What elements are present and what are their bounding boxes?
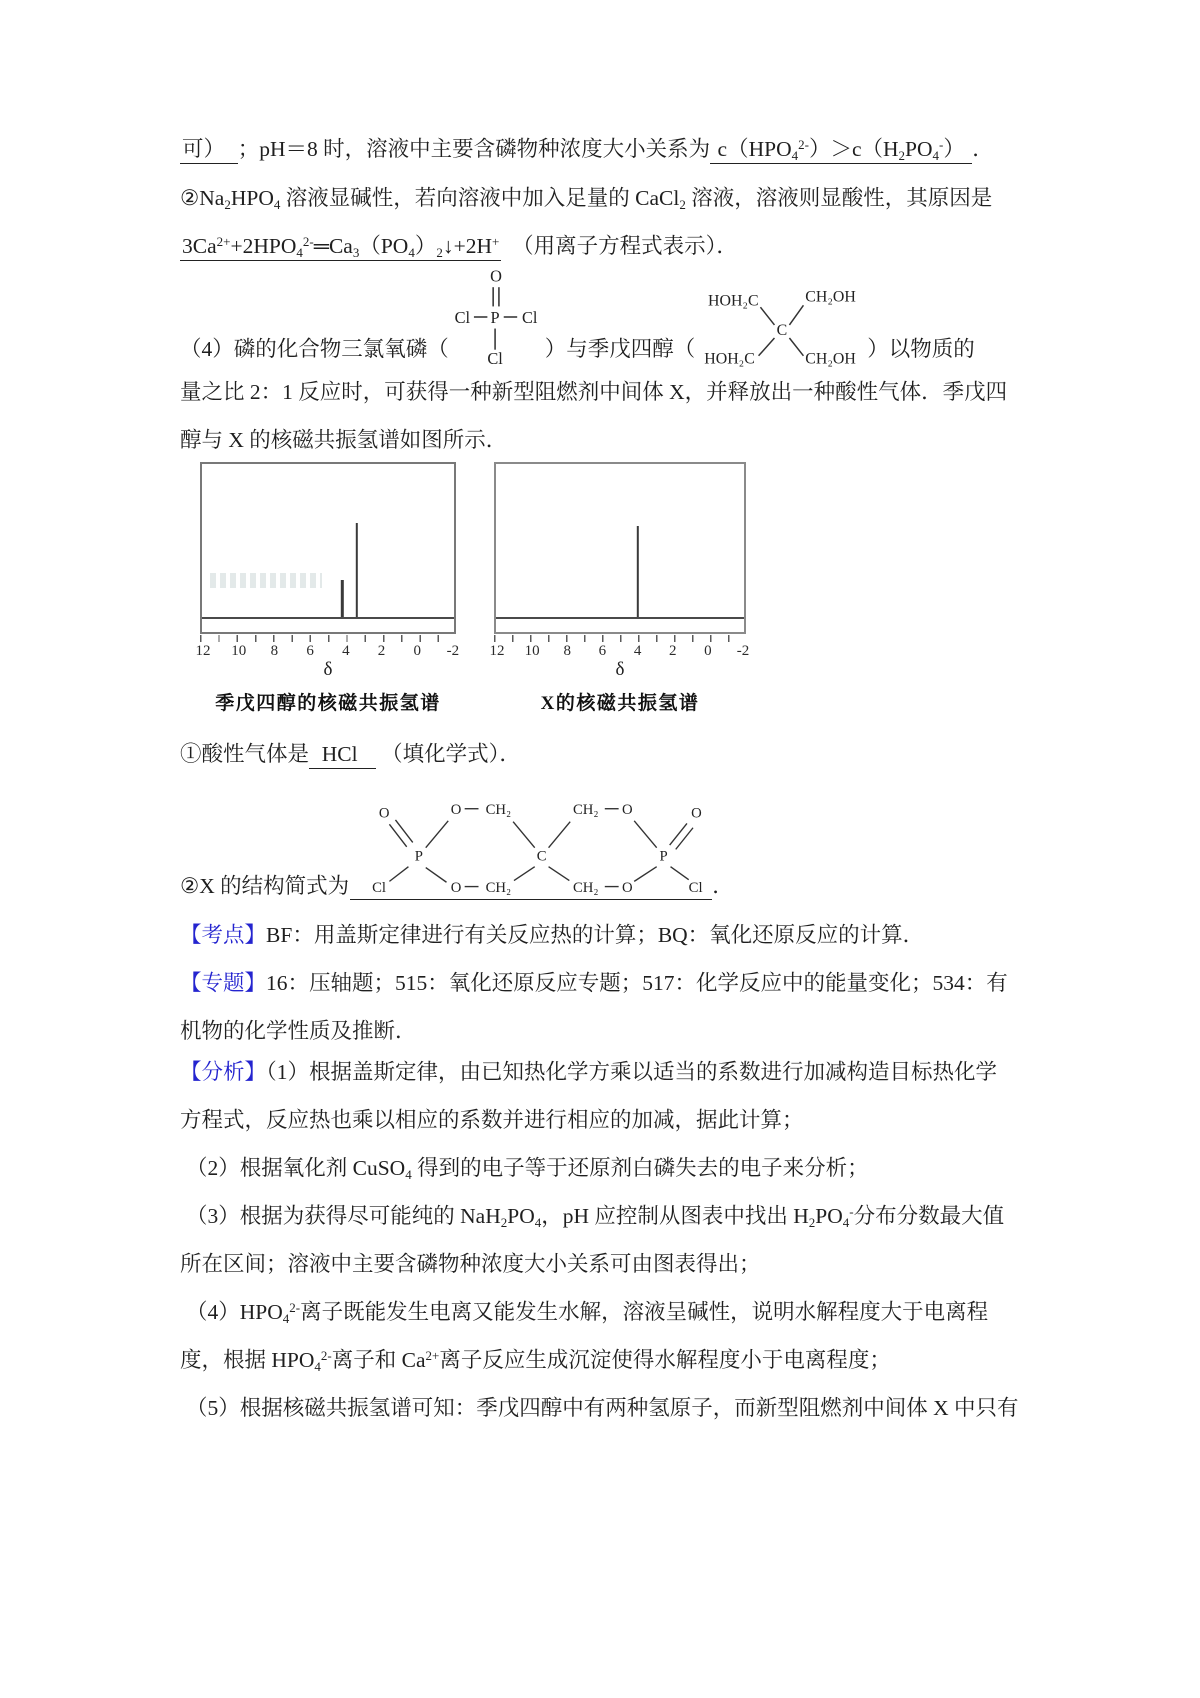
- axis-tick-label: 8: [270, 643, 279, 659]
- nmr-chart-x: [489, 462, 750, 715]
- ionic-equation-line: $3Ca^{2+}+2HPO_4^{2-}═Ca_3(PO_4)_2↓+2H^+$ （用离子方程式表示）．: [182, 234, 738, 260]
- axis-tick-labels: [486, 643, 754, 660]
- axis-tick-label: 8: [563, 643, 572, 659]
- text-line-na2hpo4: $②Na_2HPO_4$ 溶液显碱性，若向溶液中加入足量的 CaCl$_2$ 溶液，溶液则显酸性，其原因是: [180, 186, 993, 212]
- x-axis-label: δ: [323, 659, 333, 680]
- answer-blank-structure: [350, 781, 712, 900]
- atom-label: C: [776, 322, 788, 340]
- section-fenxi: [180, 1059, 998, 1086]
- atom-label: CH₂: [485, 879, 512, 896]
- text-line-ratio: 量之比 2：1 反应时，可获得一种新型阻燃剂中间体 X，并释放出一种酸性气体．季戊四: [180, 380, 1008, 404]
- analysis-line: 方程式，反应热也乘以相应的系数并进行相应的加减，据此计算；: [180, 1108, 804, 1132]
- analysis-line: 所在区间；溶液中主要含磷物种浓度大小关系可由图表得出；: [180, 1252, 761, 1276]
- pentaerythritol-structure: [695, 281, 867, 367]
- section-label: 【分析】: [180, 1060, 267, 1084]
- atom-label: O: [450, 879, 462, 896]
- text-segment: ）与季戊四醇（: [544, 337, 696, 361]
- atom-label: O: [450, 801, 462, 818]
- atom-label: O: [489, 267, 502, 286]
- axis-tick-label: 0: [413, 643, 421, 659]
- axis-tick-label: 2: [377, 643, 386, 659]
- section-label: 【考点】: [180, 923, 267, 947]
- nmr-peak: [356, 523, 358, 617]
- atom-label: CH₂: [573, 801, 599, 818]
- chart-caption: X的核磁共振氢谱: [540, 693, 700, 714]
- plot-area: [494, 462, 746, 634]
- axis-tick-labels: [192, 643, 464, 660]
- pocl3-structure: [449, 267, 545, 367]
- text-segment: （4）磷的化合物三氯氧磷（: [180, 337, 449, 361]
- axis-tick-label: -2: [736, 643, 750, 659]
- atom-label: HOH₂C: [704, 350, 756, 367]
- acid-gas-answer-line: ①酸性气体是 HCl （填化学式）．: [180, 741, 980, 769]
- atom-label: Cl: [521, 307, 538, 327]
- text-line-nmr-intro: 醇与 X 的核磁共振氢谱如图所示．: [180, 428, 508, 452]
- text-line-ph8: 可） ；pH＝8 时，溶液中主要含磷物种浓度大小关系为 $c(HPO_4^{2-})>c(H_2PO_4^-)$ ．: [182, 137, 994, 163]
- analysis-line: （3）根据为获得尽可能纯的 $NaH_2PO_4$，pH 应控制从图表中找出 $H_2PO_4^-$分布分数最大值: [186, 1204, 1005, 1230]
- x-structure-line: [180, 781, 980, 900]
- baseline: [496, 617, 744, 619]
- nmr-peak: [637, 526, 639, 617]
- atom-label: O: [379, 805, 390, 822]
- axis-tick-label: 10: [231, 643, 247, 659]
- axis-tick-label: 4: [342, 643, 350, 659]
- atom-label: O: [622, 801, 633, 818]
- axis-tick-label: 6: [598, 643, 607, 659]
- atom-label: O: [622, 879, 633, 896]
- chart-caption: 季戊四醇的核磁共振氢谱: [215, 693, 441, 714]
- analysis-line: （5）根据核磁共振氢谱可知：季戊四醇中有两种氢原子，而新型阻燃剂中间体 X 中只有: [186, 1396, 1019, 1420]
- section-text: 16：压轴题；515：氧化还原反应专题；517：化学反应中的能量变化；534：有: [266, 971, 1008, 995]
- atom-label: CH₂: [573, 879, 599, 896]
- section-text: BF：用盖斯定律进行有关反应热的计算；BQ：氧化还原反应的计算．: [266, 923, 925, 947]
- axis-tick-label: 10: [524, 643, 540, 659]
- axis-tick-label: 12: [195, 643, 211, 659]
- atom-label: CH₂: [485, 801, 512, 818]
- nmr-peaks: [202, 470, 454, 617]
- x-axis-label: δ: [615, 659, 625, 680]
- nmr-chart-pentaerythritol: [195, 462, 460, 715]
- atom-label: Cl: [372, 879, 387, 896]
- analysis-line: 度，根据 $HPO_4^{2-}$离子和 $Ca^{2+}$离子反应生成沉淀使得水解程度小于电离程度；: [180, 1348, 891, 1374]
- axis-tick-label: -2: [446, 643, 460, 659]
- axis-tick-label: 0: [704, 643, 712, 659]
- atom-label: P: [414, 848, 424, 865]
- text-segment: ）以物质的: [867, 337, 975, 361]
- text-segment: ②X 的结构简式为: [180, 874, 350, 898]
- section-zhuanti: [180, 970, 1008, 997]
- axis-tick-label: 2: [668, 643, 677, 659]
- text-segment: ．: [712, 874, 734, 898]
- atom-label: CH₂OH: [805, 288, 857, 306]
- axis-tick-label: 4: [633, 643, 642, 659]
- atom-label: HOH₂C: [708, 292, 759, 310]
- axis-tick-marks: [494, 635, 746, 642]
- compound-intro-line: [180, 267, 980, 367]
- analysis-line: （2）根据氧化剂 CuSO$_4$ 得到的电子等于还原剂白磷失去的电子来分析；: [186, 1156, 869, 1182]
- atom-label: Cl: [487, 349, 503, 367]
- nmr-charts: [195, 462, 980, 715]
- section-label: 【专题】: [180, 971, 267, 995]
- atom-label: C: [536, 848, 547, 865]
- atom-label: CH₂OH: [805, 350, 857, 367]
- atom-label: Cl: [688, 879, 703, 896]
- baseline: [202, 617, 454, 619]
- section-kaodian: [180, 922, 980, 949]
- plot-area: [200, 462, 456, 634]
- section-zhuanti-cont: 机物的化学性质及推断．: [180, 1019, 417, 1043]
- nmr-peaks: [496, 470, 744, 617]
- atom-label: P: [490, 307, 500, 327]
- atom-label: O: [691, 805, 702, 822]
- axis-tick-marks: [200, 635, 456, 642]
- atom-label: Cl: [454, 307, 470, 327]
- axis-tick-label: 12: [489, 643, 505, 659]
- atom-label: P: [659, 848, 668, 865]
- axis-tick-label: 6: [306, 643, 314, 659]
- analysis-line: $(4)HPO_4^{2-}$离子既能发生电离又能发生水解，溶液呈碱性，说明水解程度大于电离程: [186, 1300, 989, 1326]
- section-text: （1）根据盖斯定律，由已知热化学方乘以适当的系数进行加减构造目标热化学: [266, 1060, 998, 1084]
- nmr-peak: [341, 580, 343, 617]
